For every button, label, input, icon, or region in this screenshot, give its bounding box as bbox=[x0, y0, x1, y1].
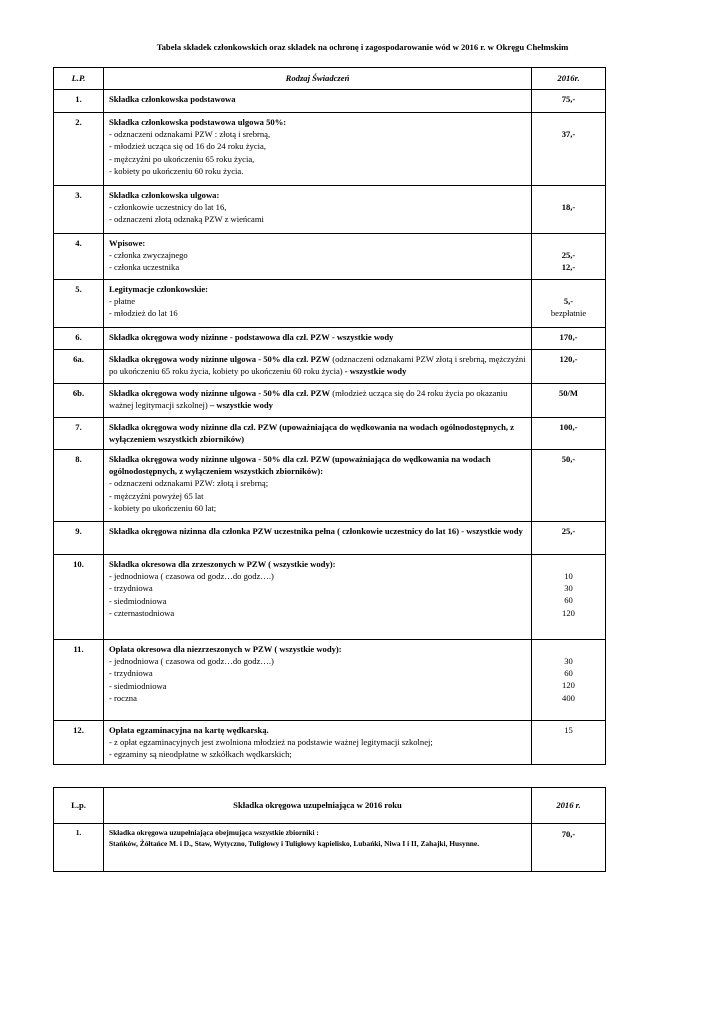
row-lp: 3. bbox=[54, 186, 104, 234]
row-value: 120 bbox=[562, 607, 575, 618]
row-lp: 12. bbox=[54, 721, 104, 765]
row-title: Składka okręgowa wody nizinne ulgowa - 50% dla czł. PZW (upoważniająca do wędkowania na wodach ogólnodostępnych, z wyłączeniem wszystkich zbiorników): bbox=[109, 454, 491, 477]
row-value: 50,- bbox=[532, 450, 606, 522]
row-value: 18,- bbox=[532, 186, 606, 234]
row-value: 12,- bbox=[561, 262, 576, 273]
header-type: Składka okręgowa uzupełniająca w 2016 roku bbox=[104, 788, 532, 824]
header-lp: L.P. bbox=[54, 68, 104, 90]
row-lp: 9. bbox=[54, 522, 104, 555]
row-value: 60 bbox=[564, 668, 573, 679]
row-value: 30 bbox=[564, 583, 573, 594]
row-detail: (młodzież ucząca się do 24 roku życia po okazaniu ważnej legitymacji szkolnej) bbox=[109, 388, 508, 411]
row-title: Składka okręgowa nizinna dla członka PZW uczestnika pełna ( członkowie uczestnicy do lat 16) - wszystkie wody bbox=[104, 522, 532, 555]
table-row bbox=[54, 450, 606, 522]
row-lp: 2. bbox=[54, 113, 104, 186]
table-row bbox=[54, 824, 606, 872]
row-value: 120,- bbox=[532, 350, 606, 384]
table-row bbox=[54, 90, 606, 113]
header-year: 2016r. bbox=[532, 68, 606, 90]
row-line: - siedmiodniowa bbox=[109, 595, 167, 606]
row-title: Wpisowe: bbox=[109, 238, 146, 248]
row-title: Opłata okresowa dla niezrzeszonych w PZW ( wszystkie wody): bbox=[109, 644, 342, 654]
row-value: 170,- bbox=[532, 328, 606, 350]
row-title: Składka okręgowa wody nizinne dla czł. PZW (upoważniająca do wędkowania na wodach ogólnodostępnych, z wyłączeniem wszystkich zbiorników) bbox=[104, 418, 532, 450]
row-value: 100,- bbox=[532, 418, 606, 450]
row-line: - jednodniowa ( czasowa od godz…do godz….) bbox=[109, 571, 274, 582]
row-title: Składka okręgowa uzupełniająca obejmująca wszystkie zbiorniki : bbox=[109, 828, 319, 837]
row-value: 50/M bbox=[532, 384, 606, 418]
row-value: bezpłatnie bbox=[550, 308, 587, 319]
table-header-row bbox=[54, 788, 606, 824]
row-line: - odznaczeni odznakami PZW : złotą i srebrną, bbox=[109, 129, 271, 140]
table-row bbox=[54, 280, 606, 328]
row-line: - młodzież do lat 16 bbox=[109, 308, 178, 319]
row-tail: – wszystkie wody bbox=[209, 400, 273, 411]
row-line: - siedmiodniowa bbox=[109, 680, 167, 691]
row-title: Składka okręgowa wody nizinne ulgowa - 50% dla czł. PZW bbox=[109, 354, 331, 364]
table-row bbox=[54, 522, 606, 555]
row-title: Składka członkowska ulgowa: bbox=[109, 190, 220, 200]
row-line: - kobiety po ukończeniu 60 roku życia. bbox=[109, 165, 244, 176]
table-row bbox=[54, 555, 606, 640]
table-row bbox=[54, 350, 606, 384]
header-type: Rodzaj Świadczeń bbox=[104, 68, 532, 90]
row-tail: - wszystkie wody bbox=[344, 366, 407, 377]
row-lp: 6. bbox=[54, 328, 104, 350]
table-row bbox=[54, 418, 606, 450]
row-value: 75,- bbox=[532, 90, 606, 113]
header-lp: L.p. bbox=[54, 788, 104, 824]
row-lp: 6b. bbox=[54, 384, 104, 418]
row-value: 30 bbox=[564, 656, 573, 666]
row-line: - egzaminy są nieodpłatne w szkółkach wędkarskich; bbox=[109, 749, 292, 760]
row-line: - członka uczestnika bbox=[109, 262, 180, 273]
row-line: - mężczyźni powyżej 65 lat bbox=[109, 490, 204, 501]
row-lp: 8. bbox=[54, 450, 104, 522]
row-value: 15 bbox=[532, 721, 606, 765]
row-value: 120 bbox=[562, 680, 575, 691]
row-lp: 4. bbox=[54, 234, 104, 280]
row-line: - mężczyźni po ukończeniu 65 roku życia, bbox=[109, 153, 255, 164]
row-title: Opłata egzaminacyjna na kartę wędkarską. bbox=[109, 725, 269, 735]
table-row bbox=[54, 721, 606, 765]
row-value: 60 bbox=[564, 595, 573, 606]
fees-table bbox=[53, 67, 606, 765]
row-value: 400 bbox=[562, 692, 575, 703]
row-title: Składka okręgowa wody nizinne ulgowa - 50% dla czł. PZW bbox=[109, 388, 331, 398]
row-title: Składka członkowska podstawowa ulgowa 50%: bbox=[109, 117, 287, 127]
row-line: - trzydniowa bbox=[109, 583, 153, 594]
table-row bbox=[54, 113, 606, 186]
row-title: Składka członkowska podstawowa bbox=[109, 94, 236, 104]
table-row bbox=[54, 234, 606, 280]
row-value: 25,- bbox=[561, 250, 576, 260]
row-lp: 6a. bbox=[54, 350, 104, 384]
header-year: 2016 r. bbox=[532, 788, 606, 824]
row-detail: (odznaczeni odznakami PZW złotą i srebrną, mężczyźni po ukończeniu 65 roku życia, kobiety po ukończeniu 60 roku życia) bbox=[109, 354, 526, 377]
table-row bbox=[54, 328, 606, 350]
row-line: - kobiety po ukończeniu 60 lat; bbox=[109, 502, 217, 513]
page-title: Tabela składek członkowskich oraz składek na ochronę i zagospodarowanie wód w 2016 r. w Okręgu Chełmskim bbox=[156, 42, 569, 52]
row-value: 10 bbox=[564, 571, 573, 581]
supplementary-fee-table bbox=[53, 787, 606, 872]
row-line: - trzydniowa bbox=[109, 668, 153, 679]
row-title: Składka okresowa dla zrzeszonych w PZW ( wszystkie wody): bbox=[109, 559, 336, 569]
row-title: Składka okręgowa wody nizinne - podstawowa dla czł. PZW - wszystkie wody bbox=[104, 328, 532, 350]
row-value: 37,- bbox=[532, 113, 606, 186]
row-lp: 10. bbox=[54, 555, 104, 640]
row-lp: 5. bbox=[54, 280, 104, 328]
row-value: 25,- bbox=[532, 522, 606, 555]
row-line: - młodzież ucząca się od 16 do 24 roku życia, bbox=[109, 141, 267, 152]
table-row bbox=[54, 186, 606, 234]
row-line: - odznaczeni odznakami PZW: złotą i srebrną; bbox=[109, 478, 269, 489]
row-line: - z opłat egzaminacyjnych jest zwolniona młodzież na podstawie ważnej legitymacji szkolnej; bbox=[109, 737, 433, 748]
row-line: - członkowie uczestnicy do lat 16, bbox=[109, 202, 227, 213]
row-line: - roczna bbox=[109, 692, 137, 703]
row-line: - płatne bbox=[109, 296, 136, 307]
row-lp: 1. bbox=[54, 90, 104, 113]
row-line: - członka zwyczajnego bbox=[109, 250, 188, 261]
table-header-row bbox=[54, 68, 606, 90]
row-line: - jednodniowa ( czasowa od godz…do godz….) bbox=[109, 656, 274, 667]
row-lp: 7. bbox=[54, 418, 104, 450]
row-lp: 11. bbox=[54, 640, 104, 721]
row-line: - odznaczeni złotą odznaką PZW z wieńcami bbox=[109, 214, 264, 225]
table-row bbox=[54, 384, 606, 418]
row-detail: Stańków, Żółtańce M. i D., Staw, Wytyczno, Tuligłowy i Tuligłowy kąpielisko, Lubańki, Niwa I i II, Zahajki, Husynne. bbox=[109, 838, 480, 848]
row-value: 70,- bbox=[532, 824, 606, 872]
row-title: Legitymacje członkowskie: bbox=[109, 284, 209, 294]
row-lp: 1. bbox=[54, 824, 104, 872]
row-value: 5,- bbox=[563, 296, 574, 306]
table-row bbox=[54, 640, 606, 721]
row-line: - czternastodniowa bbox=[109, 607, 175, 618]
